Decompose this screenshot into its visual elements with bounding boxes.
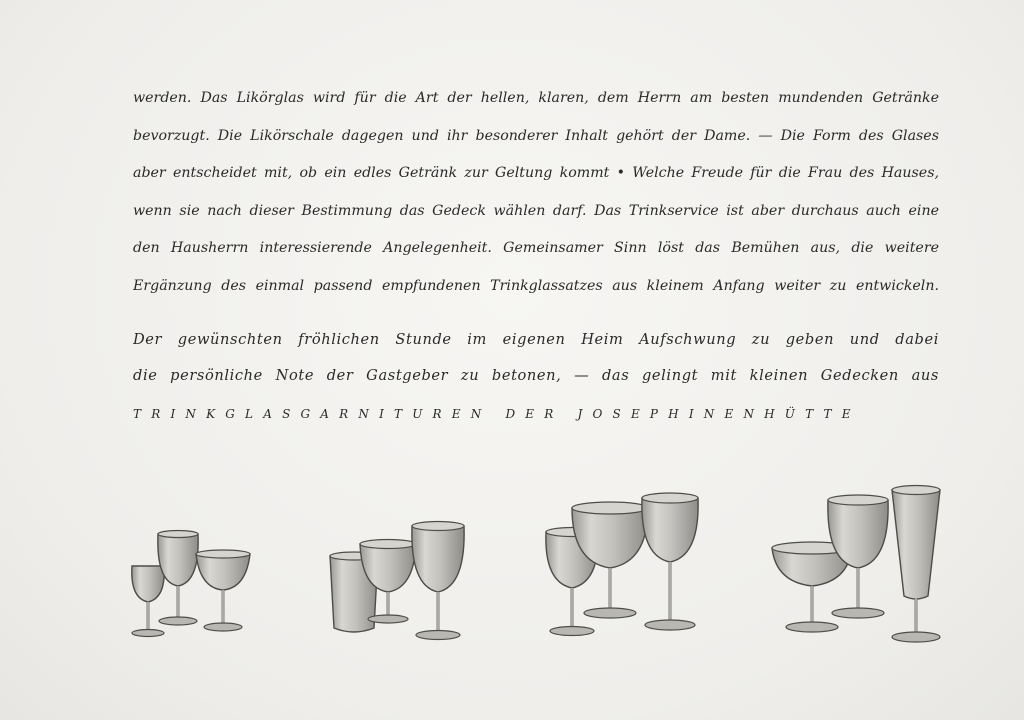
glass-group-3 bbox=[546, 493, 698, 636]
text-line: die persönliche Note der Gastgeber zu betonen, — das gelingt mit kleinen Gedecken aus bbox=[133, 367, 939, 384]
paragraph-1 bbox=[133, 86, 939, 311]
glass-group-2 bbox=[330, 522, 464, 640]
paragraph-2 bbox=[133, 328, 939, 400]
text-line: bevorzugt. Die Likörschale dagegen und ihr besonderer Inhalt gehört der Dame. — Die Form des Glases bbox=[133, 127, 939, 144]
text-line: Der gewünschten fröhlichen Stunde im eigenen Heim Aufschwung zu geben und dabei bbox=[133, 331, 939, 348]
glassware-illustration bbox=[120, 470, 960, 660]
glass-group-4 bbox=[772, 486, 940, 643]
glass-group-1 bbox=[132, 531, 250, 637]
text-line: den Hausherrn interessierende Angelegenheit. Gemeinsamer Sinn löst das Bemühen aus, die weitere bbox=[133, 240, 939, 256]
spaced-heading-line: TRINKGLASGARNITUREN DER JOSEPHINENHÜTTE bbox=[133, 407, 861, 421]
text-line: werden. Das Likörglas wird für die Art der hellen, klaren, dem Herrn am besten mundenden Getränke bbox=[133, 90, 939, 106]
text-line: wenn sie nach dieser Bestimmung das Gedeck wählen darf. Das Trinkservice ist aber durchaus auch eine bbox=[133, 202, 939, 219]
glassware-photo bbox=[120, 470, 960, 660]
text-line: Ergänzung des einmal passend empfundenen Trinkglassatzes aus kleinem Anfang weiter zu entwickeln. bbox=[133, 277, 939, 294]
text-line: aber entscheidet mit, ob ein edles Getränk zur Geltung kommt • Welche Freude für die Frau des Hauses, bbox=[133, 165, 939, 181]
